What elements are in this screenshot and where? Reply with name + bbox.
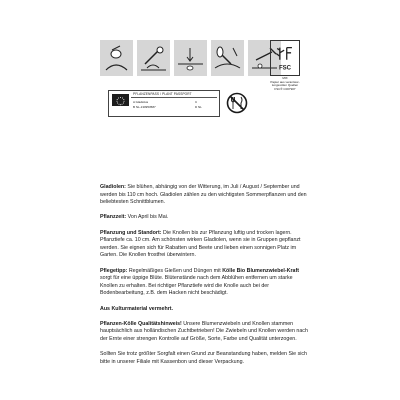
gladiolen-paragraph [100,184,310,207]
kultur-text: Aus Kulturmaterial vermehrt. [100,305,174,312]
gladiolen-label: Gladiolen: [100,184,126,190]
fsc-label: FSC [278,65,292,72]
fsc-tree-icon [270,40,300,76]
fsc-line: FSC® C007907 [274,86,296,91]
qualitaet-body: Unsere Blumenzwiebeln und Knollen stammen hauptsächlich aus holländischen Zuchtbetrieben! Die Zwiebeln und Knollen werden nach der Ernte einer strengen Kontrolle auf Größe, Sorte, Farbe und Qualität unterzogen. [100,320,308,342]
pflegetipp-product: Kölle Bio Blumenzwiebel-Kraft [222,267,300,274]
planting-step-4-icon [211,40,244,76]
qualitaet-paragraph [100,321,310,344]
plant-passport [108,90,220,117]
fsc-line: tungsvollen Quellen [271,83,299,87]
passport-heading: PFLANZENPASS / PLANT PASSPORT [133,92,192,96]
pflegetipp-label: Pflegetipp: [100,267,128,274]
fsc-line: MIX [282,76,288,80]
pflegetipp-body: Regelmäßiges Gießen und Düngen mit [127,267,223,274]
pflanzung-paragraph [100,230,310,260]
passport-divider [131,97,217,98]
fsc-line: Papier aus verantwor- [270,79,300,84]
pflegetipp-body-2: sorgt für eine üppige Blüte. Blütenstände nach dem Abblühen entfernen um starke Knollen zu erhalten. Bei richtiger Pflanztiefe wird die Knolle auch bei der Bodenbearbeitung, z.B. dem Hacken nicht beschädigt. [100,275,293,297]
eu-flag-icon [112,94,129,106]
pflanzzeit-paragraph [100,214,310,222]
fsc-logo [270,40,300,92]
passport-a: A Gladiolus [133,100,149,104]
qualitaet-label: Pflanzen-Kölle Qualitätshinweis! [100,320,182,327]
pflanzung-label: Pflanzung und Standort: [100,229,162,236]
passport-d: D NL [195,105,202,109]
fsc-caption [270,77,300,91]
sorgfalt-paragraph [100,351,310,366]
care-instructions [100,184,310,374]
passport-b: B NL-130953587 [133,105,156,109]
planting-step-1-icon [100,40,133,76]
pflanzung-body: Die Knollen bis zur Pflanzung luftig und trocken lagern. Pflanztiefe ca. 10 cm. Am schönsten wirken Gladiolen, wenn sie in Gruppen gepflanzt werden. Sie eignen sich für Rabatten und Beete und lieben einen sonnigen Platz im Garten. Die Knollen frostfrei überwintern. [100,229,301,259]
pflanzzeit-label: Pflanzzeit: [100,214,127,221]
planting-step-2-icon [137,40,170,76]
planting-step-3-icon [174,40,207,76]
pflegetipp-paragraph [100,268,310,298]
sorgfalt-text: Sollten Sie trotz größter Sorgfalt einen Grund zur Beanstandung haben, melden Sie sich bitte in unserer Filiale mit Kassenbon und dieser Verpackung. [100,351,307,365]
gladiolen-body: Sie blühen, abhängig von der Witterung, im Juli / August / September und werden bis 110 cm hoch. Gladiolen zählen zu den wichtigsten Sommerpflanzen und den beliebtesten Schnittblumen. [100,184,307,206]
pflanzzeit-body: Von April bis Mai. [126,214,169,221]
not-edible-icon [226,92,248,114]
kultur-paragraph [100,306,310,314]
passport-c: C [195,100,198,104]
